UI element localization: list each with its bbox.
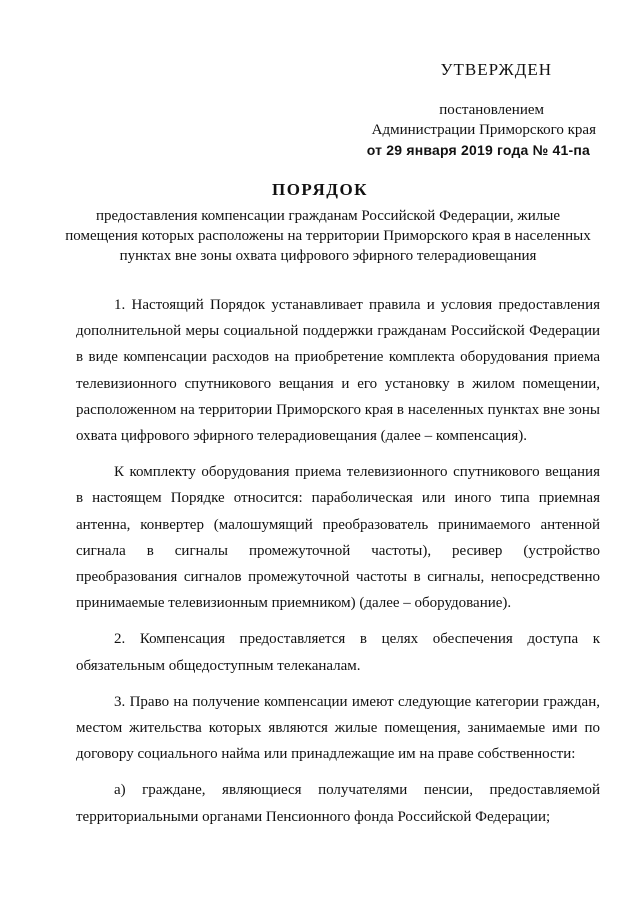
approval-line-2: Администрации Приморского края [371, 122, 596, 138]
paragraph-5: а) граждане, являющиеся получателями пенсии, предоставляемой территориальными органами Пенсионного фонда Российской Федерации; [76, 782, 600, 825]
paragraph-2: К комплекту оборудования приема телевизионного спутникового вещания в настоящем Порядке относится: параболическая или иного типа приемная антенна, конвертер (малошумящий преобразователь принимаемого антенной сигнала в сигналы промежуточной частоты), ресивер (устройство преобразования сигналов промежуточной частоты в сигналы, непосредственно принимаемые телевизионным приемником) (далее – оборудование). [76, 464, 600, 612]
approval-title: УТВЕРЖДЕН [440, 60, 552, 79]
approval-date: от 29 января 2019 года № 41-па [366, 142, 590, 158]
approval-block [356, 60, 596, 160]
approval-line-1: постановлением [439, 102, 544, 118]
document-subtitle: предоставления компенсации гражданам Российской Федерации, жилые помещения которых расположены на территории Приморского края в населенных пунктах вне зоны охвата цифрового эфирного телерадиовещания [65, 208, 591, 264]
paragraph-4: 3. Право на получение компенсации имеют следующие категории граждан, местом жительства которых являются жилые помещения, занимаемые ими по договору социального найма или принадлежащие им на праве собственности: [76, 693, 600, 763]
paragraph-1: 1. Настоящий Порядок устанавливает правила и условия предоставления дополнительной меры социальной поддержки гражданам Российской Федерации в виде компенсации расходов на приобретение комплекта оборудования приема телевизионного спутникового вещания и его установку в жилом помещении, расположенном на территории Приморского края в населенных пунктах вне зоны охвата цифрового эфирного телерадиовещания (далее – компенсация). [76, 297, 600, 445]
document-body [76, 292, 600, 840]
document-heading: ПОРЯДОК [271, 180, 368, 199]
paragraph-3: 2. Компенсация предоставляется в целях обеспечения доступа к обязательным общедоступным телеканалам. [76, 631, 600, 674]
